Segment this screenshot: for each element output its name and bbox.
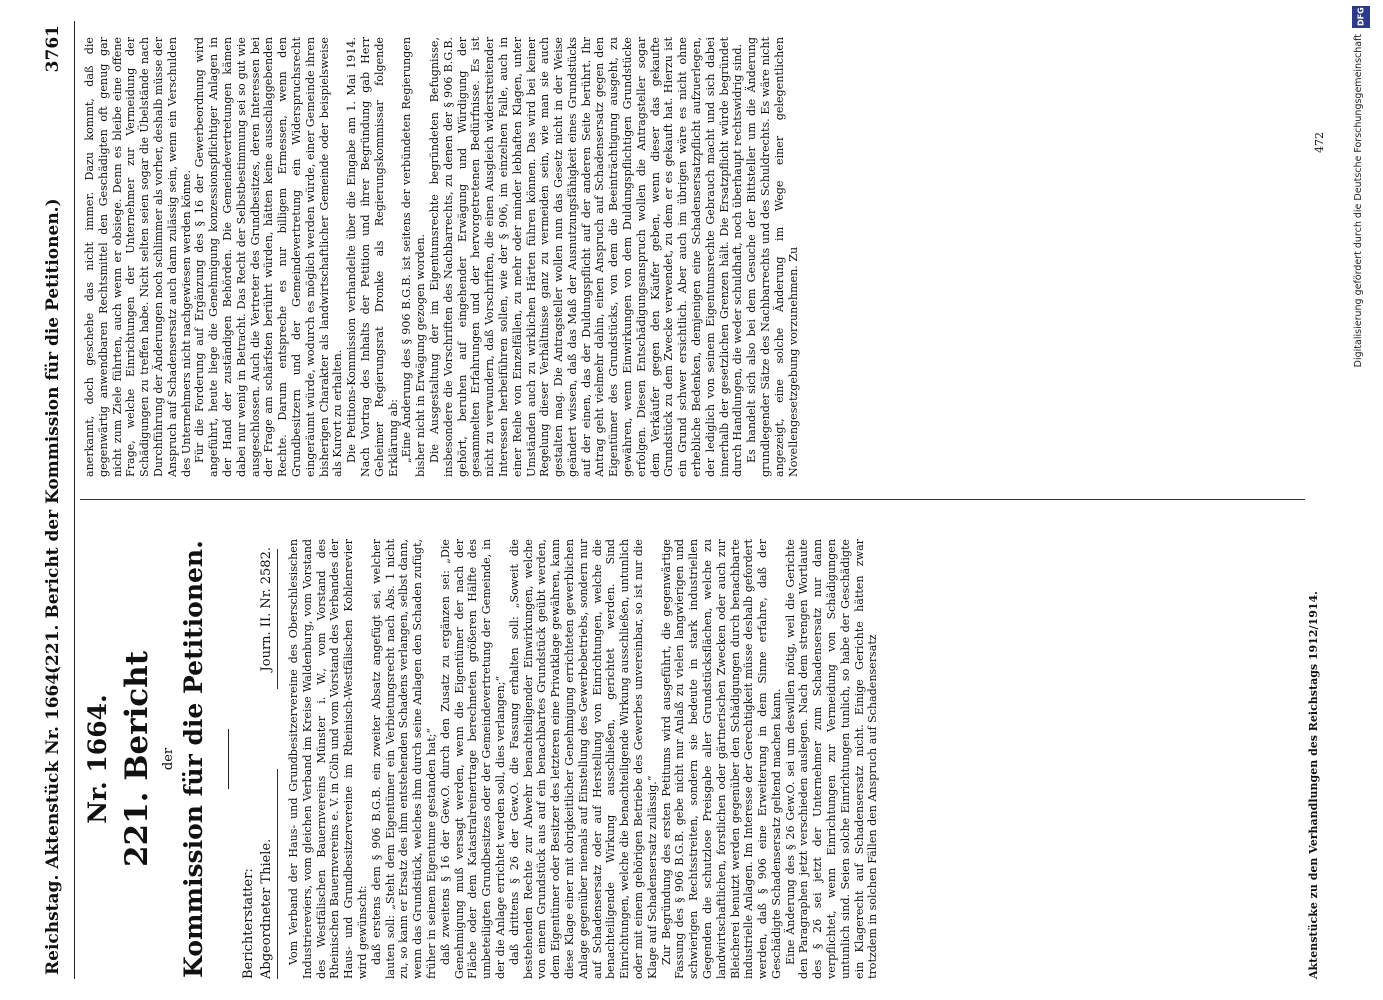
column-divider: [80, 499, 1305, 500]
header-left: Reichstag. Aktenstück Nr. 1664.: [43, 666, 63, 975]
paragraph: „Eine Änderung des § 906 B.G.B. ist seitens der verbündeten Regierungen bisher nicht in Erwägung gezogen worden.: [400, 37, 428, 477]
left-body: [287, 539, 880, 979]
page-header: [35, 21, 73, 979]
paragraph: daß erstens dem § 906 B.G.B. ein zweiter Absatz angefügt sei, welcher lauten soll: „Steht dem Eigentümer ein Verbietungsrecht nach Abs. 1 nicht zu, so kann er Ersatz des ihm entstehenden Schadens verlangen, selbst dann, wenn das Grundstück, welches ihm durch seine Anlagen den Schaden zufügt, früher in seinem Eigentume gestanden hat;“: [369, 539, 438, 979]
paragraph: Die Petitions-Kommission verhandelte über die Eingabe am 1. Mai 1914. Nach Vortrag des Inhalts der Petition und ihrer Begründung gab Herr Geheimer Regierungsrat Dronke als Regierungskommissar folgende Erklärung ab:: [345, 37, 400, 477]
paragraph: Eine Änderung des § 26 Gew.O. sei um deswillen nötig, weil die Gerichte den Paragraphen jetzt verschieden auslegen. Nach dem strengen Wortlaute des § 26 sei jetzt der Unternehmer zum Schadensersatz nur dann verpflichtet, wenn Einrichtungen zur Vermeidung von Schädigungen untunlich sind. Seien solche Einrichtungen tunlich, so habe der Geschädigte ein Klagerecht auf Schadensersatz nicht. Einige Gerichte hätten zwar trotzdem in solchen Fällen den Anspruch auf Schadensersatz: [783, 539, 880, 979]
paragraph: Die Ausgestaltung der im Eigentumsrechte begründeten Befugnisse, insbesondere die Vorschriften des Nachbarrechts, zu denen der § 906 B.G.B. gehört, beruhen auf eingehender Erwägung und Würdigung der gesammelten Erfahrungen und der hervorgetretenen Bedürfnisse. Es ist nicht zu verwundern, daß Vorschriften, die einen Ausgleich widerstreitender Interessen herbeiführen sollen, wie der § 906, im einzelnen Falle, auch in einer Reihe von Einzelfällen, zu mehr oder minder lebhaften Klagen, unter Umständen auch zu wirklichen Härten führen können. Das wird bei keiner Regelung dieser Verhältnisse ganz zu vermeiden sein, wie man sie auch gestalten mag. Die Antragsteller wollen nun das Gesetz nicht in der Weise geändert wissen, daß das Maß der Ausnutzungsfähigkeit eines Grundstücks auf der einen, das der Duldungspflicht auf der anderen Seite berührt. Ihr Antrag geht vielmehr dahin, einen Anspruch auf Schadensersatz gegen den Eigentümer des Grundstücks, von dem die Beeinträchtigung ausgeht, zu gewähren, wenn Einwirkungen von dem Duldungspflichtigen Grundstücke erfolgen. Diesen Entschädigungsanspruch wollen die Antragsteller sogar dem Verkäufer gegen den Käufer geben, wenn dieser das gekaufte Grundstück zu dem Zwecke verwendet, zu dem er es gekauft hat. Hierzu ist ein Grund schwer ersichtlich. Aber auch im übrigen wäre es nicht ohne erhebliche Bedenken, demjenigen eine Schadensersatzpflicht aufzuerlegen, der lediglich von seinem Eigentumsrechte Gebrauch macht und sich dabei innerhalb der gesetzlichen Grenzen hält. Die Ersatzpflicht würde begründet durch Handlungen, die weder schuldhaft, noch überhaupt rechtswidrig sind.: [427, 37, 745, 477]
journal-number: Journ. II. Nr. 2582.: [259, 547, 274, 672]
reporter-underline: [277, 769, 278, 979]
footer-note: Aktenstücke zu den Verhandlungen des Reichstags 1912/1914.: [1307, 591, 1320, 979]
page-number-header: 3761: [43, 25, 63, 73]
paragraph: Es handelt sich also bei dem Gesuche der Bittsteller um die Änderung grundlegender Sätze des Nachbarrechts und des Schuldrechts. Es wäre nicht angezeigt, eine solche Änderung im Wege einer gelegentlichen Novellengesetzgebung vorzunehmen. Zu: [745, 37, 800, 477]
left-column: [83, 539, 1313, 979]
title-connector: der: [161, 747, 176, 771]
paragraph: anerkannt, doch geschehe das nicht immer. Dazu kommt, daß die gegenwärtig anwendbaren Rechtsmittel den Geschädigten oft genug gar nicht zum Ziele führten, auch wenn er obsiege. Denn es bleibe eine offene Frage, welche Einrichtungen der Unternehmer zur Vermeidung der Schädigungen zu treffen habe. Nicht selten seien sogar die Übelstände nach Durchführung der Änderungen noch schlimmer als vorher, deshalb müsse der Anspruch auf Schadensersatz auch dann zulässig sein, wenn ein Verschulden des Unternehmers nicht nachgewiesen werden könne.: [83, 37, 193, 477]
paragraph: daß drittens § 26 der Gew.O. die Fassung erhalten soll: „Soweit die bestehenden Rechte zur Abwehr benachteiligender Einwirkungen, welche von einem Grundstück aus auf ein benachbartes Grundstück geübt werden, dem Eigentümer oder Besitzer des letzteren eine Privatklage gewähren, kann diese Klage einer mit obrigkeitlicher Genehmigung errichteten gewerblichen Anlage gegenüber niemals auf Einstellung des Gewerbebetriebs, sondern nur auf Schadensersatz oder auf Herstellung von Einrichtungen, welche die benachteiligende Wirkung ausschließen, gerichtet werden. Sind Einrichtungen, welche die benachteiligende Wirkung ausschließen, untunlich oder mit einem gehörigen Betriebe des Gewerbes unvereinbar, so ist nur die Klage auf Schadensersatz zulässig.“: [507, 539, 659, 979]
header-center: (221. Bericht der Kommission für die Petitionen.): [43, 198, 63, 674]
document-number: Nr. 1664.: [83, 694, 112, 824]
page-number-footer: 472: [1313, 132, 1326, 153]
paragraph: daß zweitens § 16 der Gew.O. durch den Zusatz zu ergänzen sei: „Die Genehmigung muß versagt werden, wenn die Eigentümer der nach der Fläche oder dem Katastralreinertrage berechneten größeren Hälfte des umbeteiligten Grundbesitzes oder der Gemeindevertretung der Gemeinde, in der die Anlage errichtet werden soll, dies verlangen;“: [438, 539, 507, 979]
reporter-label: Berichterstatter:: [241, 868, 256, 979]
right-body: [83, 37, 800, 477]
commission-title: Kommission für die Petitionen.: [179, 540, 208, 978]
dfg-logo-icon: DFG: [1352, 6, 1370, 28]
digitization-credit: Digitalisierung gefördert durch die Deutsche Forschungsgemeinschaft: [1353, 34, 1364, 368]
paragraph: Für die Forderung auf Ergänzung des § 16 der Gewerbeordnung wird angeführt, heute liege die Genehmigung konzessionspflichtiger Anlagen in der Hand der zuständigen Behörden. Die Gemeindevertretungen kämen dabei nur wenig in Betracht. Das Recht der Selbstbestimmung sei so gut wie ausgeschlossen. Auch die Vertreter des Grundbesitzes, deren Interessen bei der Frage am schärfsten berührt würden, hätten keine ausschlaggebenden Rechte. Darum entspreche es nur billigem Ermessen, wenn den Grundbesitzern und der Gemeindevertretung ein Widerspruchsrecht eingeräumt würde, wodurch es möglich werden würde, einer Gemeinde ihren bisherigen Charakter als landwirtschaftlicher Gemeinde oder beispielsweise als Kurort zu erhalten.: [193, 37, 345, 477]
header-rule: [74, 21, 75, 979]
journal-underline: [277, 549, 278, 689]
right-column: [83, 37, 1313, 477]
reporter-name: Abgeordneter Thiele.: [259, 838, 274, 979]
title-rule: [228, 729, 229, 789]
report-title: 221. Bericht: [119, 650, 155, 868]
paragraph: Vom Verband der Haus- und Grundbesitzervereine des Oberschlesischen Industriereviers, vom gleichen Verband im Kreise Waldenburg, vom Vorstand des Westfälischen Bauernvereins Münster i. W., vom Vorstand des Rheinischen Bauernvereins e. V. in Cöln und vom Vorstand des Verbandes der Haus- und Grundbesitzervereine im Rheinisch-Westfälischen Kohlenrevier wird gewünscht:: [287, 539, 369, 979]
rotated-document: [35, 21, 1355, 979]
paragraph: Zur Begründung des ersten Petitums wird ausgeführt, die gegenwärtige Fassung des § 906 B.G.B. gebe nicht nur Anlaß zu vielen langwierigen und schwierigen Rechtsstreiten, sondern sie bedeute in stark industriellen Gegenden die schutzlose Preisgabe aller Grundstücksflächen, welche zu landwirtschaftlichen, forstlichen oder gärtnerischen Zwecken oder auch zur Bleicherei benutzt werden gegenüber den Schädigungen durch benachbarte industrielle Anlagen. Im Interesse der Gerechtigkeit müsse deshalb gefordert werden, daß § 906 eine Erweiterung in dem Sinne erfahre, daß der Geschädigte Schadensersatz geltend machen kann.: [659, 539, 783, 979]
